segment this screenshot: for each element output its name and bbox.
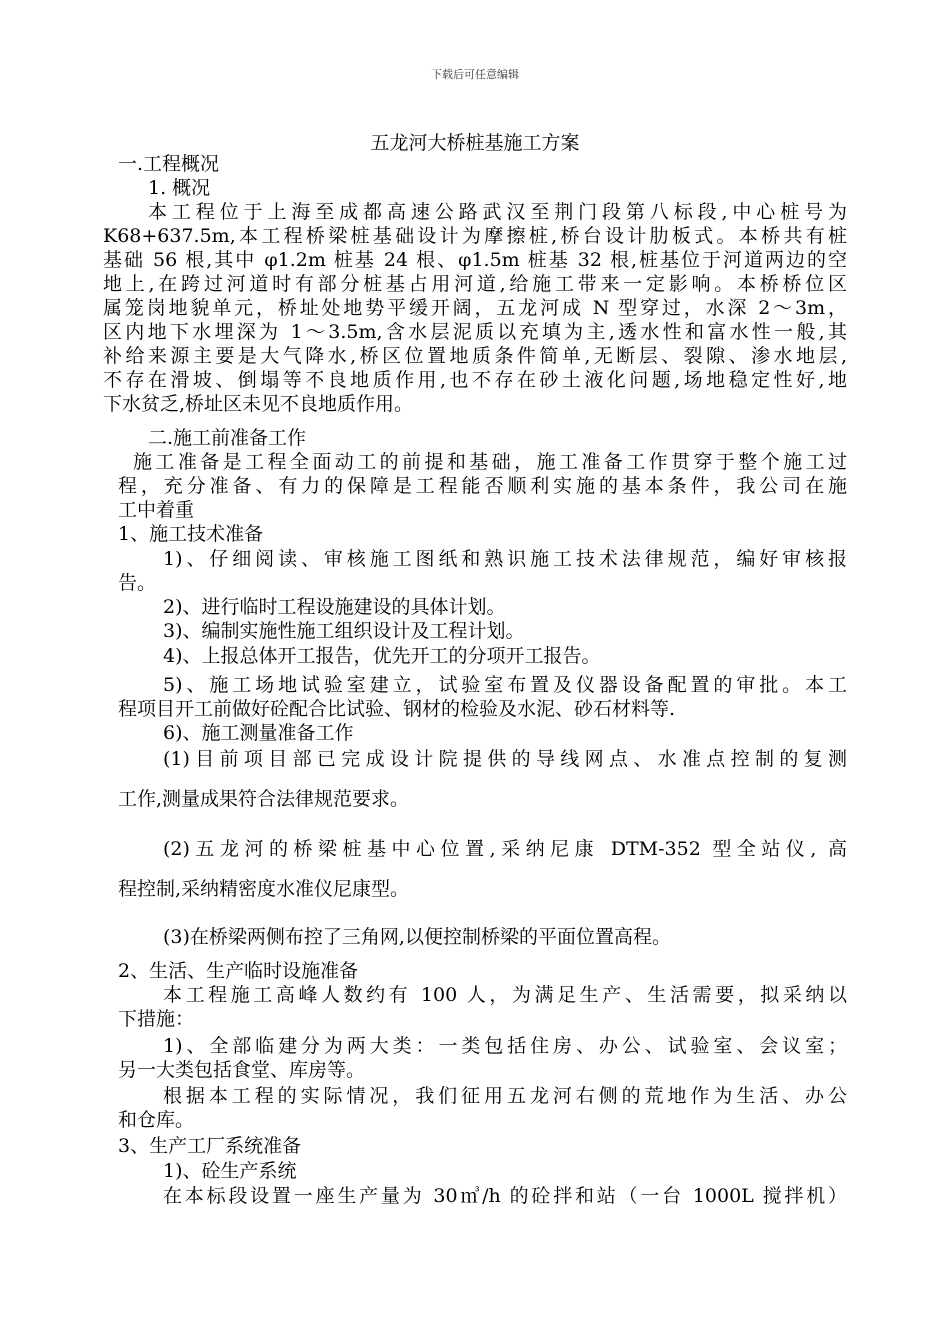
document-line: 不存在滑坡、倒塌等不良地质作用,也不存在砂土液化问题,场地稳定性好,地 — [103, 369, 847, 391]
document-line: 工作,测量成果符合法律规范要求。 — [118, 788, 410, 810]
document-line: 下水贫乏,桥址区未见不良地质作用。 — [103, 393, 414, 415]
document-line: 6)、施工测量准备工作 — [163, 722, 354, 744]
document-line: 1)、仔细阅读、审核施工图纸和熟识施工技术法律规范，编好审核报 — [163, 548, 847, 570]
document-line: 1. 概况 — [148, 177, 211, 199]
document-line: 4)、上报总体开工报告，优先开工的分项开工报告。 — [163, 645, 601, 667]
document-line: 2)、进行临时工程设施建设的具体计划。 — [163, 596, 506, 618]
document-line: 二.施工前准备工作 — [148, 427, 307, 449]
document-line: 告。 — [118, 572, 157, 594]
document-line: 1)、砼生产系统 — [163, 1160, 297, 1182]
document-line: 本工程位于上海至成都高速公路武汉至荆门段第八标段,中心桩号为 — [148, 201, 847, 223]
document-line: 下措施： — [118, 1008, 195, 1030]
document-line: 3)、编制实施性施工组织设计及工程计划。 — [163, 620, 525, 642]
document-line: 属笼岗地貌单元，桥址处地势平缓开阔，五龙河成 N 型穿过，水深 2～3m， — [103, 297, 847, 319]
document-line: 工中着重 — [118, 499, 195, 521]
document-line: 1、施工技术准备 — [118, 523, 264, 545]
document-line: (2)五龙河的桥梁桩基中心位置,采纳尼康 DTM-352 型全站仪, 高 — [163, 838, 847, 860]
document-line: 2、生活、生产临时设施准备 — [118, 960, 359, 982]
document-line: 3、生产工厂系统准备 — [118, 1135, 302, 1157]
document-line: 一.工程概况 — [118, 153, 220, 175]
document-line: 在本标段设置一座生产量为 30㎥/h 的砼拌和站（一台 1000L 搅拌机） — [163, 1185, 847, 1207]
document-line: 地上,在跨过河道时有部分桩基占用河道,给施工带来一定影响。本桥桥位区 — [103, 273, 847, 295]
document-line: 程项目开工前做好砼配合比试验、钢材的检验及水泥、砂石材料等. — [118, 698, 676, 720]
page-header-note: 下载后可任意编辑 — [431, 68, 519, 81]
document-line: 程控制,采纳精密度水准仪尼康型。 — [118, 878, 410, 900]
document-title: 五龙河大桥桩基施工方案 — [370, 132, 580, 154]
document-line: 1)、全部临建分为两大类：一类包括住房、办公、试验室、会议室； — [163, 1035, 847, 1057]
document-line: 施工准备是工程全面动工的前提和基础，施工准备工作贯穿于整个施工过 — [133, 451, 847, 473]
document-line: 另一大类包括食堂、库房等。 — [118, 1059, 366, 1081]
document-line: 区内地下水埋深为 1～3.5m,含水层泥质以充填为主,透水性和富水性一般,其 — [103, 321, 847, 343]
document-line: 基础 56 根,其中 φ1.2m 桩基 24 根、φ1.5m 桩基 32 根,桩基位于河道两边的空 — [103, 249, 847, 271]
document-line: 本工程施工高峰人数约有 100 人，为满足生产、生活需要，拟采纳以 — [163, 984, 847, 1006]
document-line: (3)在桥梁两侧布控了三角网,以便控制桥梁的平面位置高程。 — [163, 926, 671, 948]
document-line: 根据本工程的实际情况，我们征用五龙河右侧的荒地作为生活、办公 — [163, 1085, 847, 1107]
document-line: 程，充分准备、有力的保障是工程能否顺利实施的基本条件，我公司在施 — [118, 475, 847, 497]
document-line: 补给来源主要是大气降水,桥区位置地质条件简单,无断层、裂隙、渗水地层, — [103, 345, 847, 367]
document-line: K68+637.5m,本工程桥梁桩基础设计为摩擦桩,桥台设计肋板式。本桥共有桩 — [103, 225, 847, 247]
document-line: 5)、施工场地试验室建立，试验室布置及仪器设备配置的审批。本工 — [163, 674, 847, 696]
document-line: (1)目前项目部已完成设计院提供的导线网点、水准点控制的复测 — [163, 748, 847, 770]
document-line: 和仓库。 — [118, 1109, 195, 1131]
